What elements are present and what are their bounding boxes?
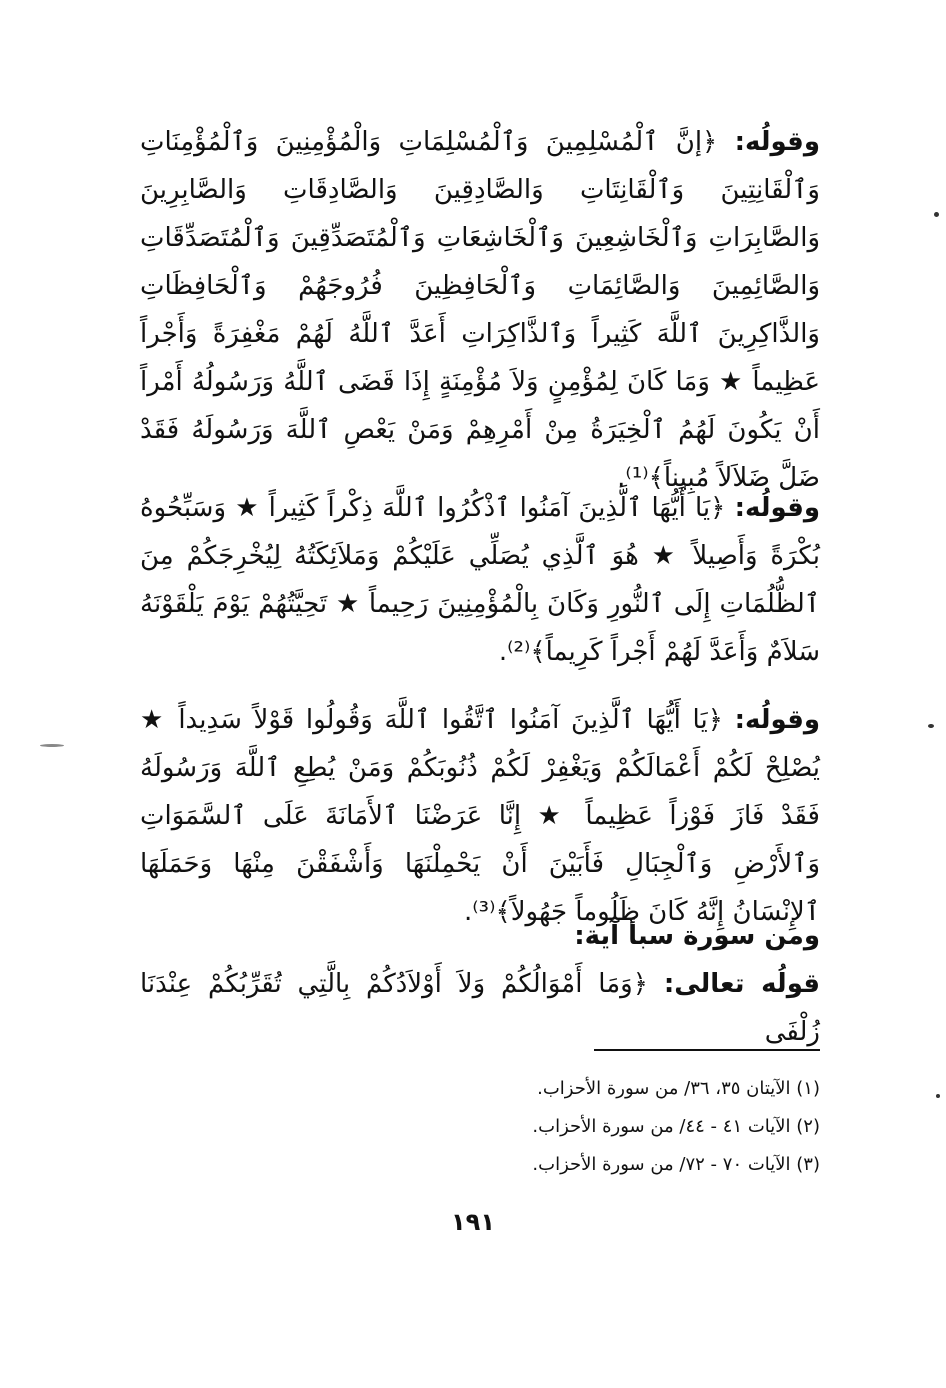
scan-speck — [40, 744, 64, 747]
final-line-lead: قولُه تعالى: — [663, 969, 821, 999]
passage-1-text: ﴿إنَّ ٱلْمُسْلِمِينَ وَٱلْمُسْلِمَاتِ وَالْمُؤْمِنِينَ وَٱلْمُؤْمِنَاتِ وَٱلْقَانِتِينَ وَٱلْقَانِتَاتِ وَالصَّادِقِينَ وَالصَّادِقَاتِ وَالصَّابِرِينَ وَالصَّابِرَاتِ وَٱلْخَاشِعِينَ وَٱلْخَاشِعَاتِ وَٱلْمُتَصَدِّقِينَ وَٱلْمُتَصَدِّقَاتِ وَالصَّائِمِينَ وَالصَّائِمَاتِ وَٱلْحَافِظِينَ فُرُوجَهُمْ وَٱلْحَافِظَاتِ وَالذَّاكِرِينَ ٱللَّهَ كَثِيراً وَٱلذَّاكِرَاتِ أَعَدَّ ٱللَّهُ لَهُمْ مَغْفِرَةً وَأَجْراً عَظِيماً ★ وَمَا كَانَ لِمُؤْمِنٍ وَلاَ مُؤْمِنَةٍ إِذَا قَضَى ٱللَّهُ وَرَسُولُهُ أَمْراً أَنْ يَكُونَ لَهُمُ ٱلْخِيَرَةُ مِنْ أَمْرِهِمْ وَمَنْ يَعْصِ ٱللَّهَ وَرَسُولَهُ فَقَدْ ضَلَّ ضَلاَلاً مُبِيناً﴾⁽¹⁾. — [140, 127, 820, 493]
scan-speck — [936, 1094, 940, 1098]
scan-speck — [934, 212, 939, 217]
section-heading: ومن سورة سبأ آية: — [574, 921, 820, 951]
final-line-text: ﴿وَمَا أَمْوَالُكُمْ وَلاَ أَوْلاَدُكُمْ بِالَّتِي تُقَرِّبُكُمْ عِنْدَنَا زُلْفَى — [140, 969, 820, 1047]
passage-3-text: ﴿يَا أَيُّهَا ٱلَّذِينَ آمَنُوا ٱتَّقُوا ٱللَّهَ وَقُولُوا قَوْلاً سَدِيداً ★ يُصْلِحْ لَكُمْ أَعْمَالَكُمْ وَيَغْفِرْ لَكُمْ ذُنُوبَكُمْ وَمَنْ يُطِعِ ٱللَّهَ وَرَسُولَهُ فَقَدْ فَازَ فَوْزاً عَظِيماً ★ إِنَّا عَرَضْنَا ٱلأَمَانَةَ عَلَى ٱلسَّمَوَاتِ وَٱلأَرْضِ وَٱلْجِبَالِ فَأَبَيْنَ أَنْ يَحْمِلْنَهَا وَأَشْفَقْنَ مِنْهَا وَحَمَلَهَا ٱلإِنْسَانُ إِنَّهُ كَانَ ظَلُوماً جَهُولاً﴾⁽³⁾. — [140, 705, 820, 927]
page-number: ١٩١ — [451, 1208, 495, 1236]
passage-2-lead: وقولُه: — [734, 493, 821, 523]
passage-1 — [140, 118, 820, 502]
footnote-2: (٢) الآيات ٤١ - ٤٤/ من سورة الأحزاب. — [532, 1116, 820, 1137]
passage-1-lead: وقولُه: — [734, 127, 820, 157]
final-line — [140, 960, 820, 1056]
passage-2 — [140, 484, 820, 676]
passage-3-lead: وقولُه: — [734, 705, 821, 735]
footnote-1: (١) الآيتان ٣٥، ٣٦/ من سورة الأحزاب. — [537, 1078, 820, 1099]
passage-3 — [140, 696, 820, 936]
passage-2-text: ﴿يَا أَيُّهَا ٱلَّذِينَ آمَنُوا ٱذْكُرُوا ٱللَّهَ ذِكْراً كَثِيراً ★ وَسَبِّحُوهُ بُكْرَةً وَأَصِيلاً ★ هُوَ ٱلَّذِي يُصَلِّي عَلَيْكُمْ وَمَلاَئِكَتُهُ لِيُخْرِجَكُمْ مِنَ ٱلظُّلُمَاتِ إِلَى ٱلنُّورِ وَكَانَ بِالْمُؤْمِنِينَ رَحِيماً ★ تَحِيَّتُهُمْ يَوْمَ يَلْقَوْنَهُ سَلاَمٌ وَأَعَدَّ لَهُمْ أَجْراً كَرِيماً﴾⁽²⁾. — [140, 493, 820, 667]
scan-speck — [928, 724, 934, 728]
footnote-divider — [594, 1049, 820, 1051]
footnote-3: (٣) الآيات ٧٠ - ٧٢/ من سورة الأحزاب. — [532, 1154, 820, 1175]
